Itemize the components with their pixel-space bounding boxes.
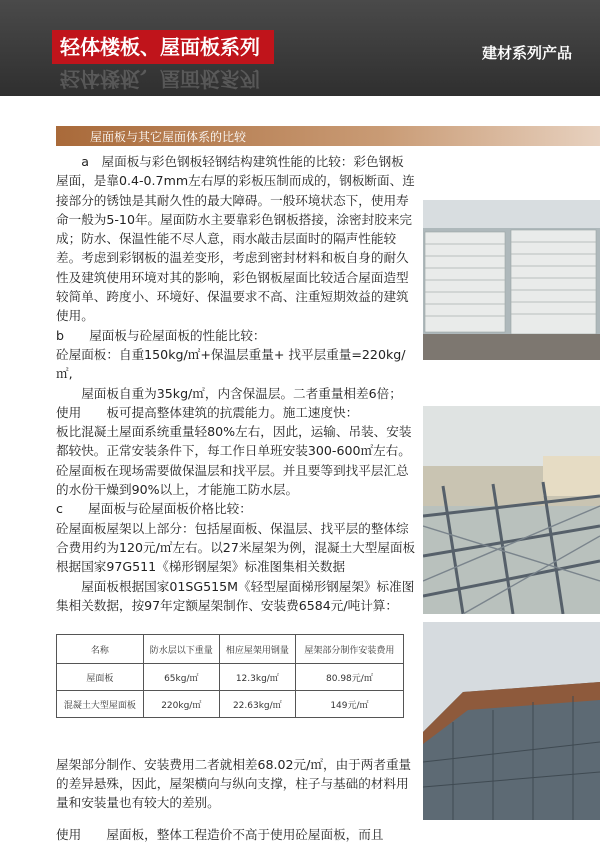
b-line3: 使用 板可提高整体建筑的抗震能力。施工速度快： [56, 404, 359, 420]
bottom-paragraph-1: 屋架部分制作、安装费用二者就相差68.02元/㎡，由于两者重量的差异悬殊，因此，屋架横向与纵向支撑，柱子与基础的材料用量和安装量也有较大的差别。 [56, 756, 412, 811]
bottom-text [56, 742, 416, 857]
paragraph-b-title [56, 326, 416, 345]
c-line2: 屋面板根据国家01SG515M《轻型屋面梯形钢屋架》标准图集相关数据，按97年定额屋架制作、安装费6584元/吨计算： [56, 578, 415, 613]
table-header-cell: 名称 [57, 635, 144, 664]
table-header-row [57, 635, 404, 664]
text-b-title: 屋面板与砼屋面板的性能比较： [89, 327, 266, 343]
table-cell: 22.63kg/㎡ [219, 691, 295, 718]
table-row [57, 691, 404, 718]
bottom-paragraph-2: 使用 屋面板，整体工程造价不高于使用砼屋面板，而且 [56, 827, 384, 843]
table-cell: 65kg/㎡ [143, 664, 219, 691]
section-bar [56, 126, 600, 146]
table-cell: 屋面板 [57, 664, 144, 691]
table-header-cell: 屋架部分制作安装费用 [295, 635, 403, 664]
comparison-table [56, 634, 404, 718]
table-header-cell: 相应屋架用钢量 [219, 635, 295, 664]
page-title: 轻体楼板、屋面板系列 [52, 30, 274, 64]
b-line2: 屋面板自重为35kg/㎡，内含保温层。二者重量相差6倍； [81, 385, 402, 401]
paragraph-c-title [56, 499, 416, 518]
header-subtitle: 建材系列产品 [481, 44, 572, 62]
text-c-title: 屋面板与砼屋面板价格比较： [88, 501, 252, 517]
table-cell: 混凝土大型屋面板 [57, 691, 144, 718]
label-a: a [81, 154, 89, 169]
table-cell: 220kg/㎡ [143, 691, 219, 718]
page-title-reflection: 轻体楼板、屋面板系列 [60, 67, 260, 91]
b-line4: 板比混凝土屋面系统重量轻80%左右，因此，运输、吊装、安装都较快。正常安装条件下，每工作日单班安装300-600㎡左右。砼屋面板在现场需要做保温层和找平层。并且要等到找平层汇总的水份干燥到90%以上，才能施工防水层。 [56, 424, 412, 498]
section-title: 屋面板与其它屋面体系的比较 [90, 130, 247, 144]
page-header [0, 0, 600, 96]
table-cell: 12.3kg/㎡ [219, 664, 295, 691]
building-photo [423, 622, 600, 820]
paragraph-a [56, 152, 416, 326]
steel-frame-photo [423, 406, 600, 614]
stacked-panels-photo [423, 200, 600, 360]
label-c: c [56, 501, 63, 517]
c-line1: 砼屋面板屋架以上部分：包括屋面板、保温层、找平层的整体综合费用约为120元/㎡左右。以27米屋架为例，混凝土大型屋面板根据国家97G511《梯形钢屋架》标准图集相关数据 [56, 520, 416, 575]
table-header-cell: 防水层以下重量 [143, 635, 219, 664]
content-body [56, 152, 416, 615]
text-a: 屋面板与彩色钢板轻钢结构建筑性能的比较：彩色钢板屋面，是靠0.4-0.7mm左右厚的彩板压制而成的，钢板断面、连接部分的锈蚀是其耐久性的最大障碍。一般环境状态下，使用寿命一般为5-10年。屋面防水主要靠彩色钢板搭接，涂密封胶来完成；防水、保温性能不尽人意，雨水敲击层面时的隔声性能较差。考虑到彩钢板的温差变形，考虑到密封材料和板自身的耐久性及建筑使用环境对其的影响，彩色钢板屋面比较适合屋面造型较简单、跨度小、环境好、保温要求不高、注重短期效益的建筑使用。 [56, 154, 415, 324]
table-cell: 80.98元/㎡ [295, 664, 403, 691]
label-b: b [56, 327, 64, 343]
table-cell: 149元/㎡ [295, 691, 403, 718]
table-row [57, 664, 404, 691]
b-line1: 砼屋面板：自重150kg/㎡+保温层重量+ 找平层重量=220kg/㎡, [56, 346, 406, 382]
